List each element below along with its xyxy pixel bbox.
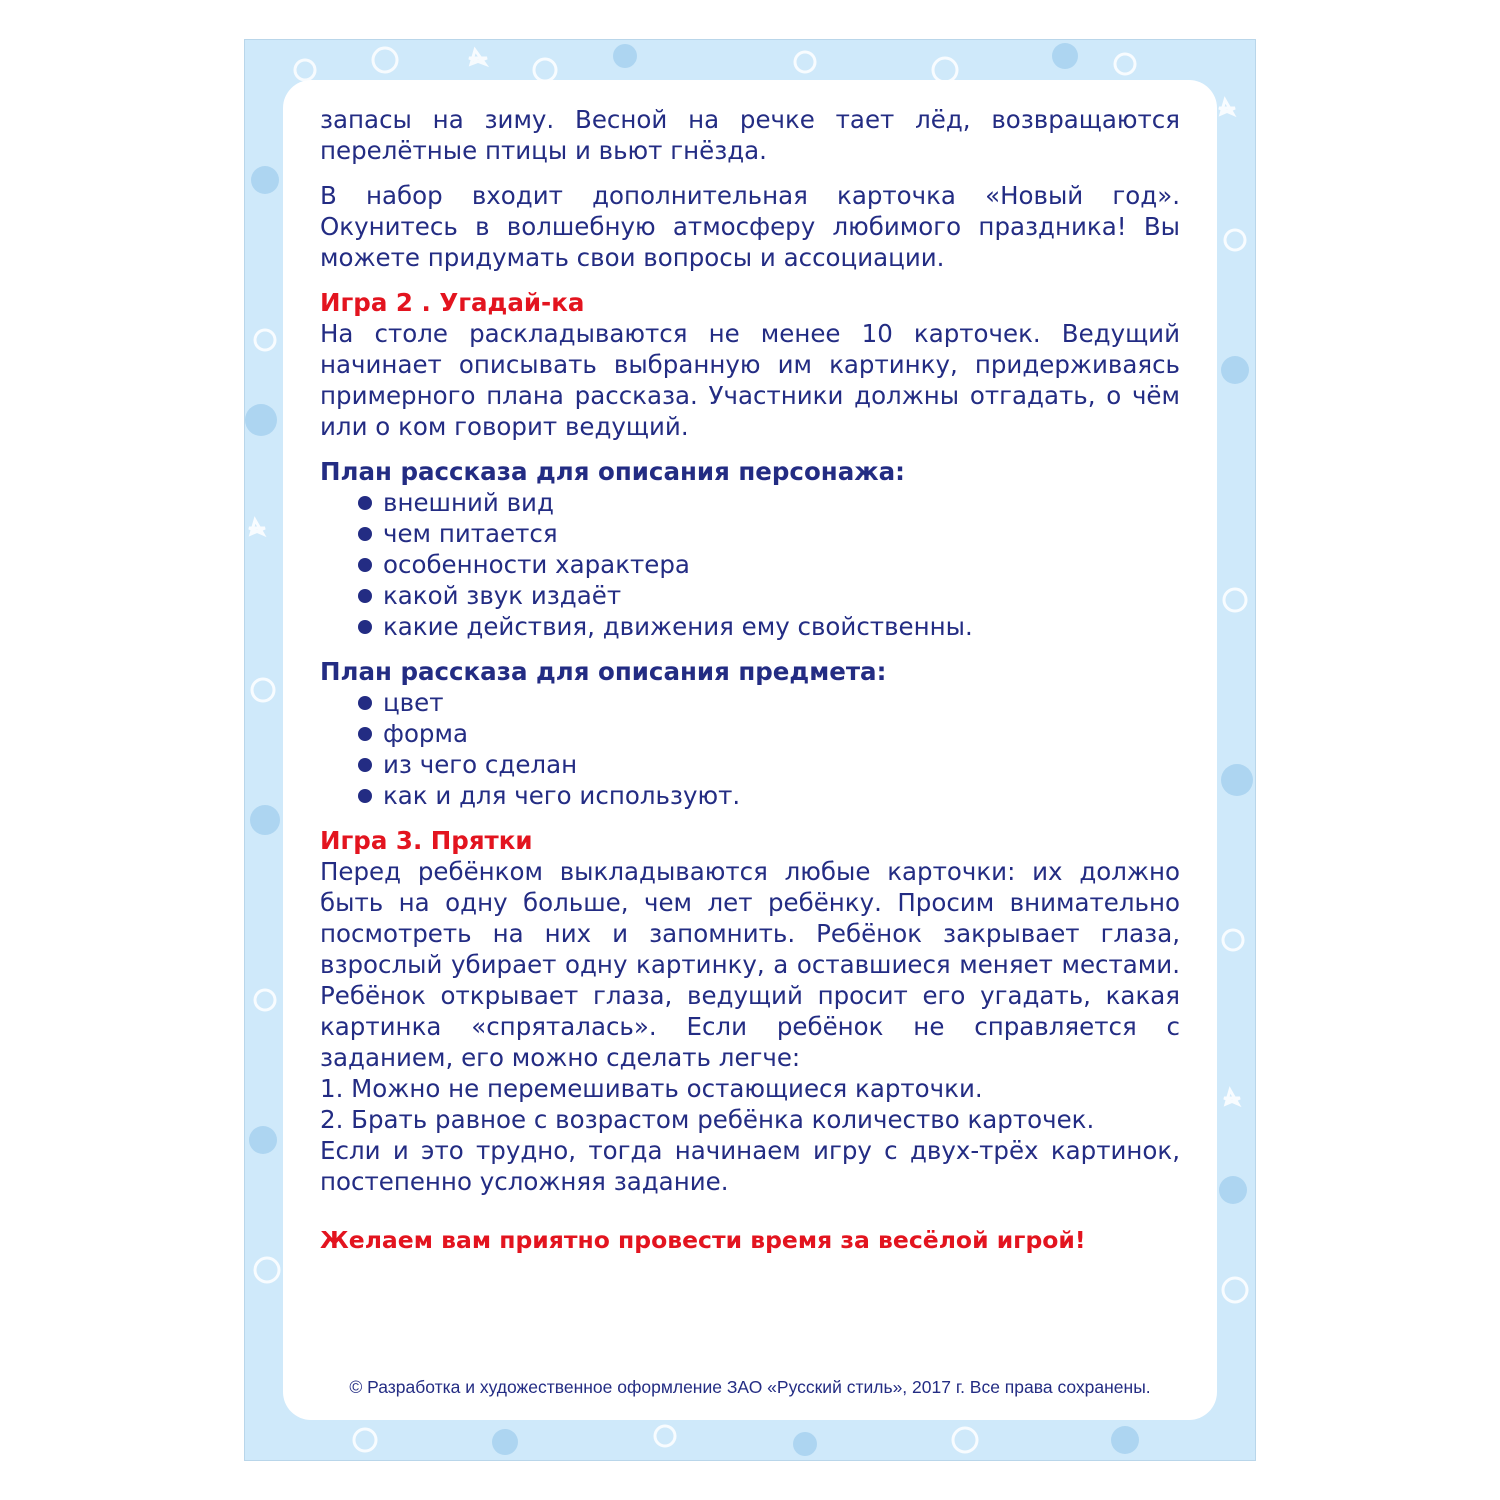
list-item: внешний вид [358, 487, 1180, 518]
game3-step: 1. Можно не перемешивать остающиеся карточки. [320, 1074, 983, 1103]
list-item: чем питается [358, 518, 1180, 549]
game3-outro: Если и это трудно, тогда начинаем игру с двух-трёх картинок, постепенно усложняя задание. [320, 1136, 1180, 1196]
game2-heading: Игра 2 . Угадай-ка [320, 288, 585, 317]
intro-paragraph: запасы на зиму. Весной на речке тает лёд, возвращаются перелётные птицы и вьют гнёзда. [320, 105, 1180, 165]
game2-text: На столе раскладываются не менее 10 карточек. Ведущий начинает описывать выбранную им картинку, придерживаясь примерного плана рассказа. Участники должны отгадать, о чём или о ком говорит ведущий. [320, 319, 1180, 441]
plan-character-heading: План рассказа для описания персонажа: [320, 457, 905, 486]
plan-object-heading: План рассказа для описания предмета: [320, 657, 887, 686]
list-item: особенности характера [358, 549, 1180, 580]
game3-heading: Игра 3. Прятки [320, 826, 533, 855]
list-item: какие действия, движения ему свойственны. [358, 611, 1180, 642]
plan-object-list [320, 687, 1180, 811]
plan-character-list [320, 487, 1180, 642]
intro-paragraph: В набор входит дополнительная карточка «Новый год». Окунитесь в волшебную атмосферу любимого праздника! Вы можете придумать свои вопросы и ассоциации. [320, 181, 1180, 272]
list-item: цвет [358, 687, 1180, 718]
list-item: какой звук издаёт [358, 580, 1180, 611]
list-item: как и для чего используют. [358, 780, 1180, 811]
copyright-footer: © Разработка и художественное оформление ЗАО «Русский стиль», 2017 г. Все права сохранены. [349, 1377, 1151, 1397]
game3-text: Перед ребёнком выкладываются любые карточки: их должно быть на одну больше, чем лет ребёнку. Просим внимательно посмотреть на них и запомнить. Ребёнок закрывает глаза, взрослый убирает одну картинку, а оставшиеся меняет местами. Ребёнок открывает глаза, ведущий просит его угадать, какая картинка «спряталась». Если ребёнок не справляется с заданием, его можно сделать легче: [320, 857, 1180, 1072]
list-item: из чего сделан [358, 749, 1180, 780]
list-item: форма [358, 718, 1180, 749]
game3-step: 2. Брать равное с возрастом ребёнка количество карточек. [320, 1105, 1095, 1134]
closing-wish: Желаем вам приятно провести время за весёлой игрой! [320, 1226, 1086, 1254]
instructions-text [320, 104, 1180, 1256]
